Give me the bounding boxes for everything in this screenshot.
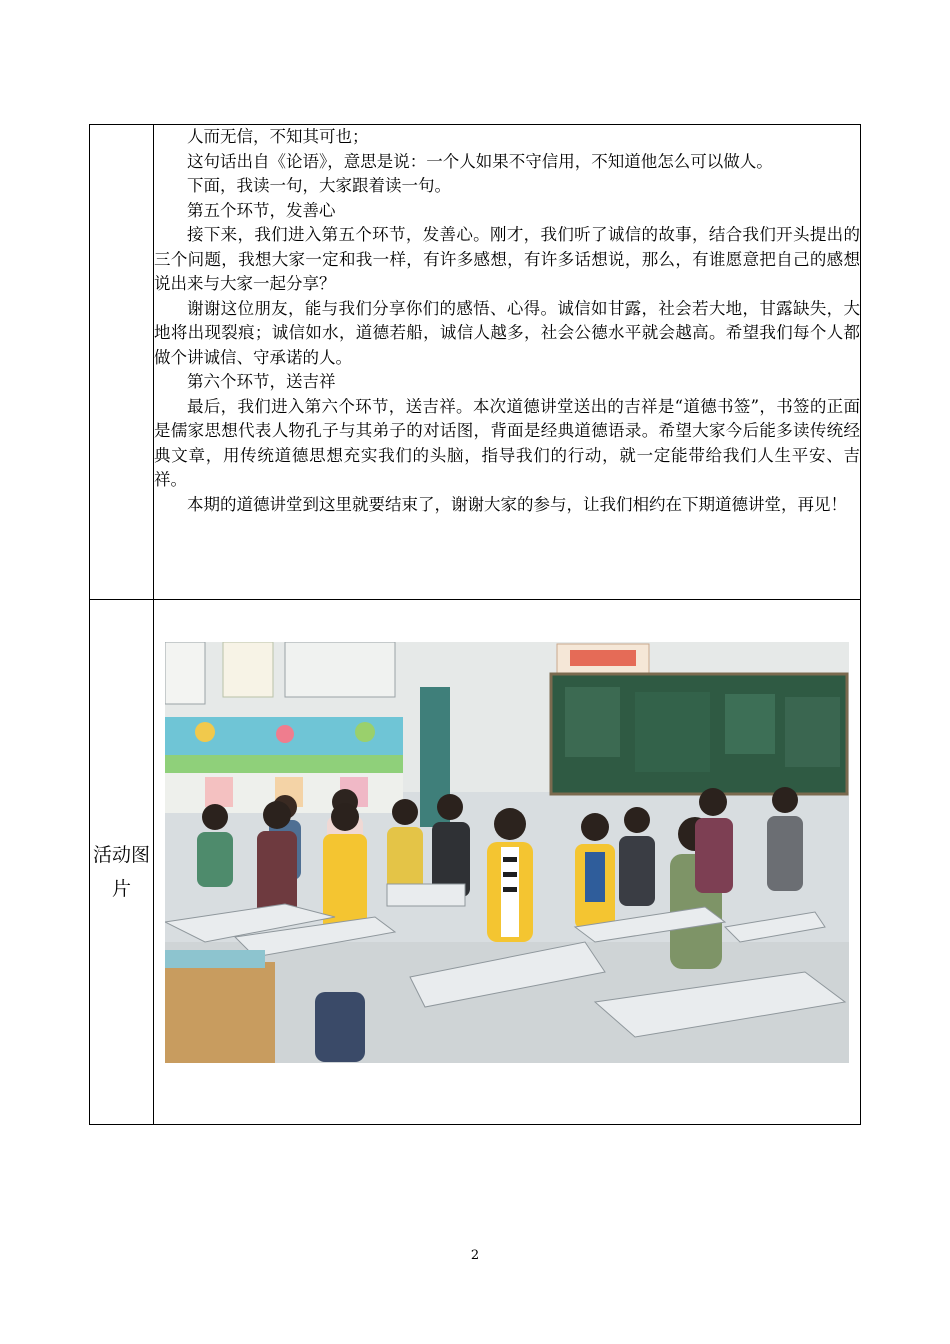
activity-photo-label: 活动图片 (92, 844, 150, 900)
paragraph: 谢谢这位朋友，能与我们分享你们的感悟、心得。诚信如甘露，社会若大地，甘露缺失，大地将出现裂痕；诚信如水，道德若船，诚信人越多，社会公德水平就会越高。希望我们每个人都做个讲诚信、守承诺的人。 (154, 298, 860, 367)
photo-cell (154, 600, 861, 1125)
section-heading: 第六个环节，送吉祥 (187, 372, 336, 391)
paragraph: 接下来，我们进入第五个环节，发善心。刚才，我们听了诚信的故事，结合我们开头提出的三个问题，我想大家一定和我一样，有许多感想，有许多话想说，那么，有谁愿意把自己的感想说出来与大家一起分享？ (154, 225, 860, 293)
activity-photo (165, 642, 849, 1063)
activity-label-cell (90, 600, 154, 1125)
page-number: 2 (470, 1248, 480, 1263)
classroom-photo-illustration (165, 642, 849, 1063)
document-table (89, 124, 861, 1125)
paragraph: 下面，我读一句，大家跟着读一句。 (187, 176, 451, 195)
paragraph: 这句话出自《论语》，意思是说：一个人如果不守信用，不知道他怎么可以做人。 (187, 151, 773, 171)
empty-label-cell (90, 125, 154, 600)
paragraph: 本期的道德讲堂到这里就要结束了，谢谢大家的参与，让我们相约在下期道德讲堂，再见！ (187, 494, 847, 514)
paragraph: 最后，我们进入第六个环节，送吉祥。本次道德讲堂送出的吉祥是“道德书签”，书签的正面是儒家思想代表人物孔子与其弟子的对话图，背面是经典道德语录。希望大家今后能多读传统经典文章，用传统道德思想充实我们的头脑，指导我们的行动，就一定能带给我们人生平安、吉祥。 (154, 396, 860, 489)
paragraph: 人而无信，不知其可也； (187, 127, 369, 146)
content-cell (154, 125, 861, 600)
section-heading: 第五个环节，发善心 (187, 200, 336, 220)
